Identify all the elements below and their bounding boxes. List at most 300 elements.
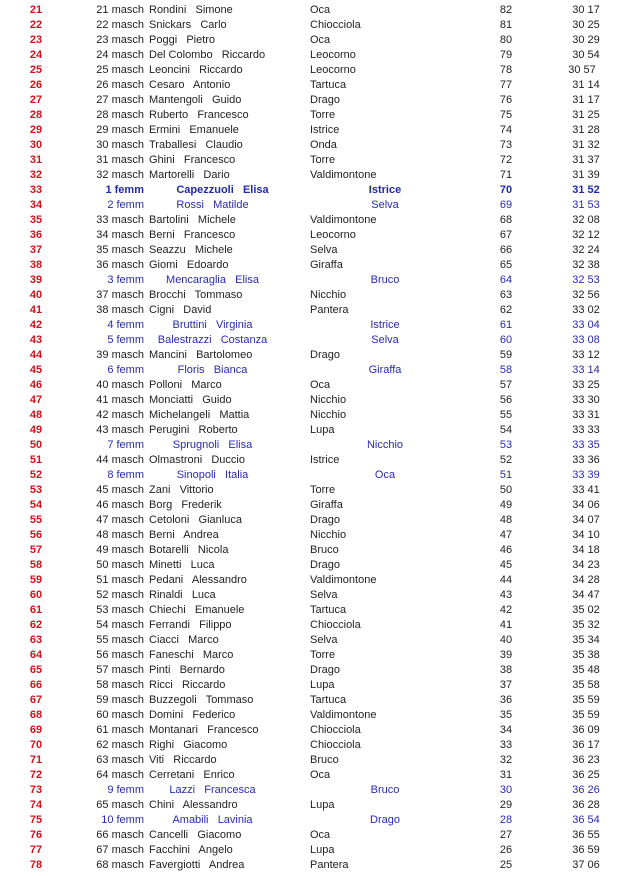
first-name: Virginia [215,319,253,331]
points: 81 [499,19,513,31]
overall-position: 58 [29,559,43,571]
category-rank: 6 femm [107,364,144,376]
table-row-40 [0,288,624,303]
athlete-name [149,543,229,558]
first-name: Francesco [183,154,236,166]
finish-time: 36 54 [572,814,600,826]
points: 82 [499,4,513,16]
first-name: Alessandro [191,574,247,586]
athlete-name [149,3,233,18]
athlete-name [150,363,275,378]
overall-position: 62 [29,619,43,631]
points: 48 [499,514,513,526]
athlete-name [149,78,230,93]
contrada: Nicchio [310,289,347,301]
contrada: Tartuca [310,79,347,91]
first-name: Marco [191,379,222,391]
finish-time: 32 08 [572,214,600,226]
finish-time: 31 17 [572,94,600,106]
athlete-name [149,228,235,243]
category-rank: 32 masch [96,169,144,181]
overall-position: 21 [29,4,43,16]
athlete-name [149,483,214,498]
points: 64 [499,274,513,286]
finish-time: 33 30 [572,394,600,406]
athlete-name [149,18,227,33]
points: 54 [499,424,513,436]
finish-time: 30 57 [568,64,596,76]
finish-time: 31 53 [572,199,600,211]
overall-position: 39 [29,274,43,286]
first-name: Pietro [186,34,216,46]
athlete-name [149,753,217,768]
surname: Balestrazzi [157,334,212,346]
points: 69 [499,199,513,211]
athlete-name [149,648,233,663]
category-rank: 43 masch [96,424,144,436]
points: 27 [499,829,513,841]
table-row-77 [0,843,624,858]
athlete-name [149,678,225,693]
table-row-62 [0,618,624,633]
surname: Ruberto [149,109,189,121]
contrada: Valdimontone [310,574,377,586]
finish-time: 35 59 [572,709,600,721]
points: 59 [499,349,513,361]
overall-position: 72 [29,769,43,781]
finish-time: 34 10 [572,529,600,541]
athlete-name [149,723,258,738]
category-rank: 25 masch [96,64,144,76]
overall-position: 46 [29,379,43,391]
athlete-name [150,333,275,348]
surname: Sprugnoli [172,439,220,451]
table-row-21 [0,3,624,18]
table-row-35 [0,213,624,228]
surname: Lazzi [169,784,196,796]
points: 65 [499,259,513,271]
first-name: Nicola [197,544,229,556]
first-name: Alessandro [182,799,238,811]
table-row-63 [0,633,624,648]
category-rank: 47 masch [96,514,144,526]
points: 60 [499,334,513,346]
overall-position: 38 [29,259,43,271]
first-name: Italia [225,469,249,481]
overall-position: 63 [29,634,43,646]
points: 26 [499,844,513,856]
points: 77 [499,79,513,91]
overall-position: 22 [29,19,43,31]
first-name: Matilde [213,199,249,211]
first-name: Gianluca [198,514,242,526]
finish-time: 33 41 [572,484,600,496]
first-name: Giacomo [183,739,228,751]
contrada: Lupa [310,844,335,856]
athlete-name [149,138,243,153]
points: 52 [499,454,513,466]
overall-position: 69 [29,724,43,736]
finish-time: 36 25 [572,769,600,781]
first-name: Francesco [183,229,236,241]
athlete-name [149,738,227,753]
points: 29 [499,799,513,811]
surname: Martorelli [149,169,195,181]
first-name: Carlo [200,19,227,31]
surname: Chiechi [149,604,186,616]
contrada: Oca [310,769,331,781]
contrada: Giraffa [310,259,343,271]
table-row-37 [0,243,624,258]
contrada: Torre [310,109,336,121]
athlete-name [150,438,275,453]
points: 57 [499,379,513,391]
finish-time: 35 59 [572,694,600,706]
overall-position: 48 [29,409,43,421]
points: 41 [499,619,513,631]
athlete-name [149,798,238,813]
surname: Floris [177,364,205,376]
category-rank: 48 masch [96,529,144,541]
athlete-name [149,393,232,408]
surname: Perugini [149,424,190,436]
overall-position: 61 [29,604,43,616]
points: 51 [499,469,513,481]
category-rank: 68 masch [96,859,144,871]
category-rank: 42 masch [96,409,144,421]
points: 58 [499,364,513,376]
finish-time: 36 28 [572,799,600,811]
athlete-name [150,183,295,198]
finish-time: 31 14 [572,79,600,91]
table-row-58 [0,558,624,573]
table-row-25 [0,63,624,78]
overall-position: 57 [29,544,43,556]
category-rank: 33 masch [96,214,144,226]
overall-position: 36 [29,229,43,241]
surname: Mancini [149,349,187,361]
points: 30 [499,784,513,796]
finish-time: 33 14 [572,364,600,376]
first-name: Michele [194,244,233,256]
finish-time: 30 54 [572,49,600,61]
points: 45 [499,559,513,571]
first-name: Duccio [211,454,245,466]
category-rank: 34 masch [96,229,144,241]
category-rank: 56 masch [96,649,144,661]
overall-position: 44 [29,349,43,361]
points: 31 [499,769,513,781]
contrada: Leocorno [310,64,356,76]
surname: Rossi [176,199,204,211]
finish-time: 34 47 [572,589,600,601]
contrada: Lupa [310,424,335,436]
overall-position: 56 [29,529,43,541]
category-rank: 27 masch [96,94,144,106]
category-rank: 53 masch [96,604,144,616]
points: 36 [499,694,513,706]
surname: Buzzegoli [149,694,197,706]
surname: Leoncini [149,64,190,76]
finish-time: 33 12 [572,349,600,361]
first-name: David [183,304,212,316]
category-rank: 7 femm [107,439,144,451]
finish-time: 33 33 [572,424,600,436]
contrada: Lupa [310,679,335,691]
overall-position: 25 [29,64,43,76]
overall-position: 64 [29,649,43,661]
points: 73 [499,139,513,151]
category-rank: 54 masch [96,619,144,631]
finish-time: 36 55 [572,829,600,841]
contrada: Istrice [368,184,402,196]
category-rank: 4 femm [107,319,144,331]
points: 79 [499,49,513,61]
overall-position: 74 [29,799,43,811]
contrada: Tartuca [310,604,347,616]
finish-time: 37 06 [572,859,600,871]
table-row-23 [0,33,624,48]
first-name: Frederik [181,499,222,511]
points: 68 [499,214,513,226]
contrada: Oca [310,379,331,391]
finish-time: 33 39 [572,469,600,481]
contrada: Selva [310,634,338,646]
overall-position: 41 [29,304,43,316]
category-rank: 9 femm [107,784,144,796]
surname: Bartolini [149,214,189,226]
athlete-name [149,603,244,618]
contrada: Selva [310,244,338,256]
first-name: Riccardo [221,49,266,61]
table-row-52 [0,468,624,483]
finish-time: 30 29 [572,34,600,46]
points: 70 [499,184,513,196]
table-row-69 [0,723,624,738]
category-rank: 23 masch [96,34,144,46]
first-name: Elisa [242,184,269,196]
surname: Viti [149,754,165,766]
finish-time: 36 17 [572,739,600,751]
overall-position: 30 [29,139,43,151]
athlete-name [149,408,249,423]
table-row-27 [0,93,624,108]
category-rank: 46 masch [96,499,144,511]
first-name: Antonio [193,79,231,91]
athlete-name [149,843,233,858]
category-rank: 35 masch [96,244,144,256]
contrada: Istrice [310,124,340,136]
contrada: Valdimontone [310,709,377,721]
category-rank: 67 masch [96,844,144,856]
first-name: Guido [212,94,242,106]
surname: Montanari [149,724,198,736]
surname: Ghini [149,154,175,166]
points: 46 [499,544,513,556]
points: 38 [499,664,513,676]
table-row-68 [0,708,624,723]
points: 25 [499,859,513,871]
overall-position: 51 [29,454,43,466]
overall-position: 34 [29,199,43,211]
table-row-31 [0,153,624,168]
contrada: Drago [370,814,400,826]
category-rank: 57 masch [96,664,144,676]
table-row-78 [0,858,624,873]
contrada: Chiocciola [310,619,361,631]
points: 50 [499,484,513,496]
overall-position: 76 [29,829,43,841]
table-row-43 [0,333,624,348]
category-rank: 10 femm [101,814,144,826]
finish-time: 35 34 [572,634,600,646]
surname: Monciatti [149,394,194,406]
table-row-73 [0,783,624,798]
overall-position: 53 [29,484,43,496]
surname: Sinopoli [176,469,216,481]
table-row-74 [0,798,624,813]
category-rank: 66 masch [96,829,144,841]
finish-time: 32 12 [572,229,600,241]
contrada: Istrice [310,454,340,466]
finish-time: 36 26 [572,784,600,796]
points: 34 [499,724,513,736]
athlete-name [149,378,222,393]
surname: Chini [149,799,175,811]
overall-position: 54 [29,499,43,511]
points: 66 [499,244,513,256]
surname: Righi [149,739,175,751]
results-table [0,3,624,873]
table-row-65 [0,663,624,678]
overall-position: 52 [29,469,43,481]
category-rank: 21 masch [96,4,144,16]
category-rank: 64 masch [96,769,144,781]
surname: Michelangeli [149,409,211,421]
table-row-76 [0,828,624,843]
first-name: Tommaso [194,289,243,301]
category-rank: 5 femm [107,334,144,346]
athlete-name [149,618,232,633]
surname: Bruttini [172,319,207,331]
overall-position: 70 [29,739,43,751]
contrada: Leocorno [310,49,356,61]
contrada: Giraffa [368,364,402,376]
overall-position: 68 [29,709,43,721]
overall-position: 26 [29,79,43,91]
contrada: Torre [310,154,336,166]
category-rank: 28 masch [96,109,144,121]
athlete-name [149,633,219,648]
category-rank: 29 masch [96,124,144,136]
table-row-32 [0,168,624,183]
overall-position: 49 [29,424,43,436]
table-row-34 [0,198,624,213]
athlete-name [149,453,245,468]
surname: Mencaraglia [166,274,226,286]
first-name: Elisa [235,274,259,286]
table-row-53 [0,483,624,498]
category-rank: 8 femm [107,469,144,481]
contrada: Drago [310,559,340,571]
category-rank: 51 masch [96,574,144,586]
overall-position: 28 [29,109,43,121]
finish-time: 36 23 [572,754,600,766]
table-row-64 [0,648,624,663]
contrada: Bruco [310,754,339,766]
surname: Rondini [149,4,187,16]
first-name: Emanuele [189,124,239,136]
overall-position: 45 [29,364,43,376]
points: 62 [499,304,513,316]
table-row-46 [0,378,624,393]
table-row-71 [0,753,624,768]
finish-time: 36 59 [572,844,600,856]
contrada: Nicchio [310,394,347,406]
points: 40 [499,634,513,646]
contrada: Oca [310,829,331,841]
table-row-56 [0,528,624,543]
points: 44 [499,574,513,586]
contrada: Bruco [370,274,400,286]
athlete-name [149,498,222,513]
category-rank: 65 masch [96,799,144,811]
surname: Minetti [149,559,182,571]
category-rank: 63 masch [96,754,144,766]
contrada: Torre [310,649,336,661]
table-row-33 [0,183,624,198]
overall-position: 43 [29,334,43,346]
finish-time: 33 25 [572,379,600,391]
surname: Capezzuoli [176,184,234,196]
points: 74 [499,124,513,136]
surname: Borg [149,499,173,511]
points: 75 [499,109,513,121]
finish-time: 33 35 [572,439,600,451]
points: 63 [499,289,513,301]
table-row-44 [0,348,624,363]
table-row-42 [0,318,624,333]
contrada: Selva [310,589,338,601]
first-name: Lavinia [217,814,253,826]
points: 80 [499,34,513,46]
contrada: Drago [310,349,340,361]
overall-position: 65 [29,664,43,676]
first-name: Dario [203,169,230,181]
points: 53 [499,439,513,451]
surname: Ricci [149,679,173,691]
athlete-name [149,258,229,273]
points: 42 [499,604,513,616]
overall-position: 77 [29,844,43,856]
first-name: Michele [197,214,236,226]
contrada: Onda [310,139,337,151]
overall-position: 32 [29,169,43,181]
table-row-39 [0,273,624,288]
category-rank: 62 masch [96,739,144,751]
surname: Giomi [149,259,178,271]
surname: Seazzu [149,244,186,256]
first-name: Costanza [220,334,268,346]
overall-position: 73 [29,784,43,796]
table-row-54 [0,498,624,513]
first-name: Vittorio [179,484,214,496]
athlete-name [149,348,252,363]
points: 67 [499,229,513,241]
contrada: Chiocciola [310,19,361,31]
contrada: Drago [310,514,340,526]
first-name: Andrea [208,859,245,871]
